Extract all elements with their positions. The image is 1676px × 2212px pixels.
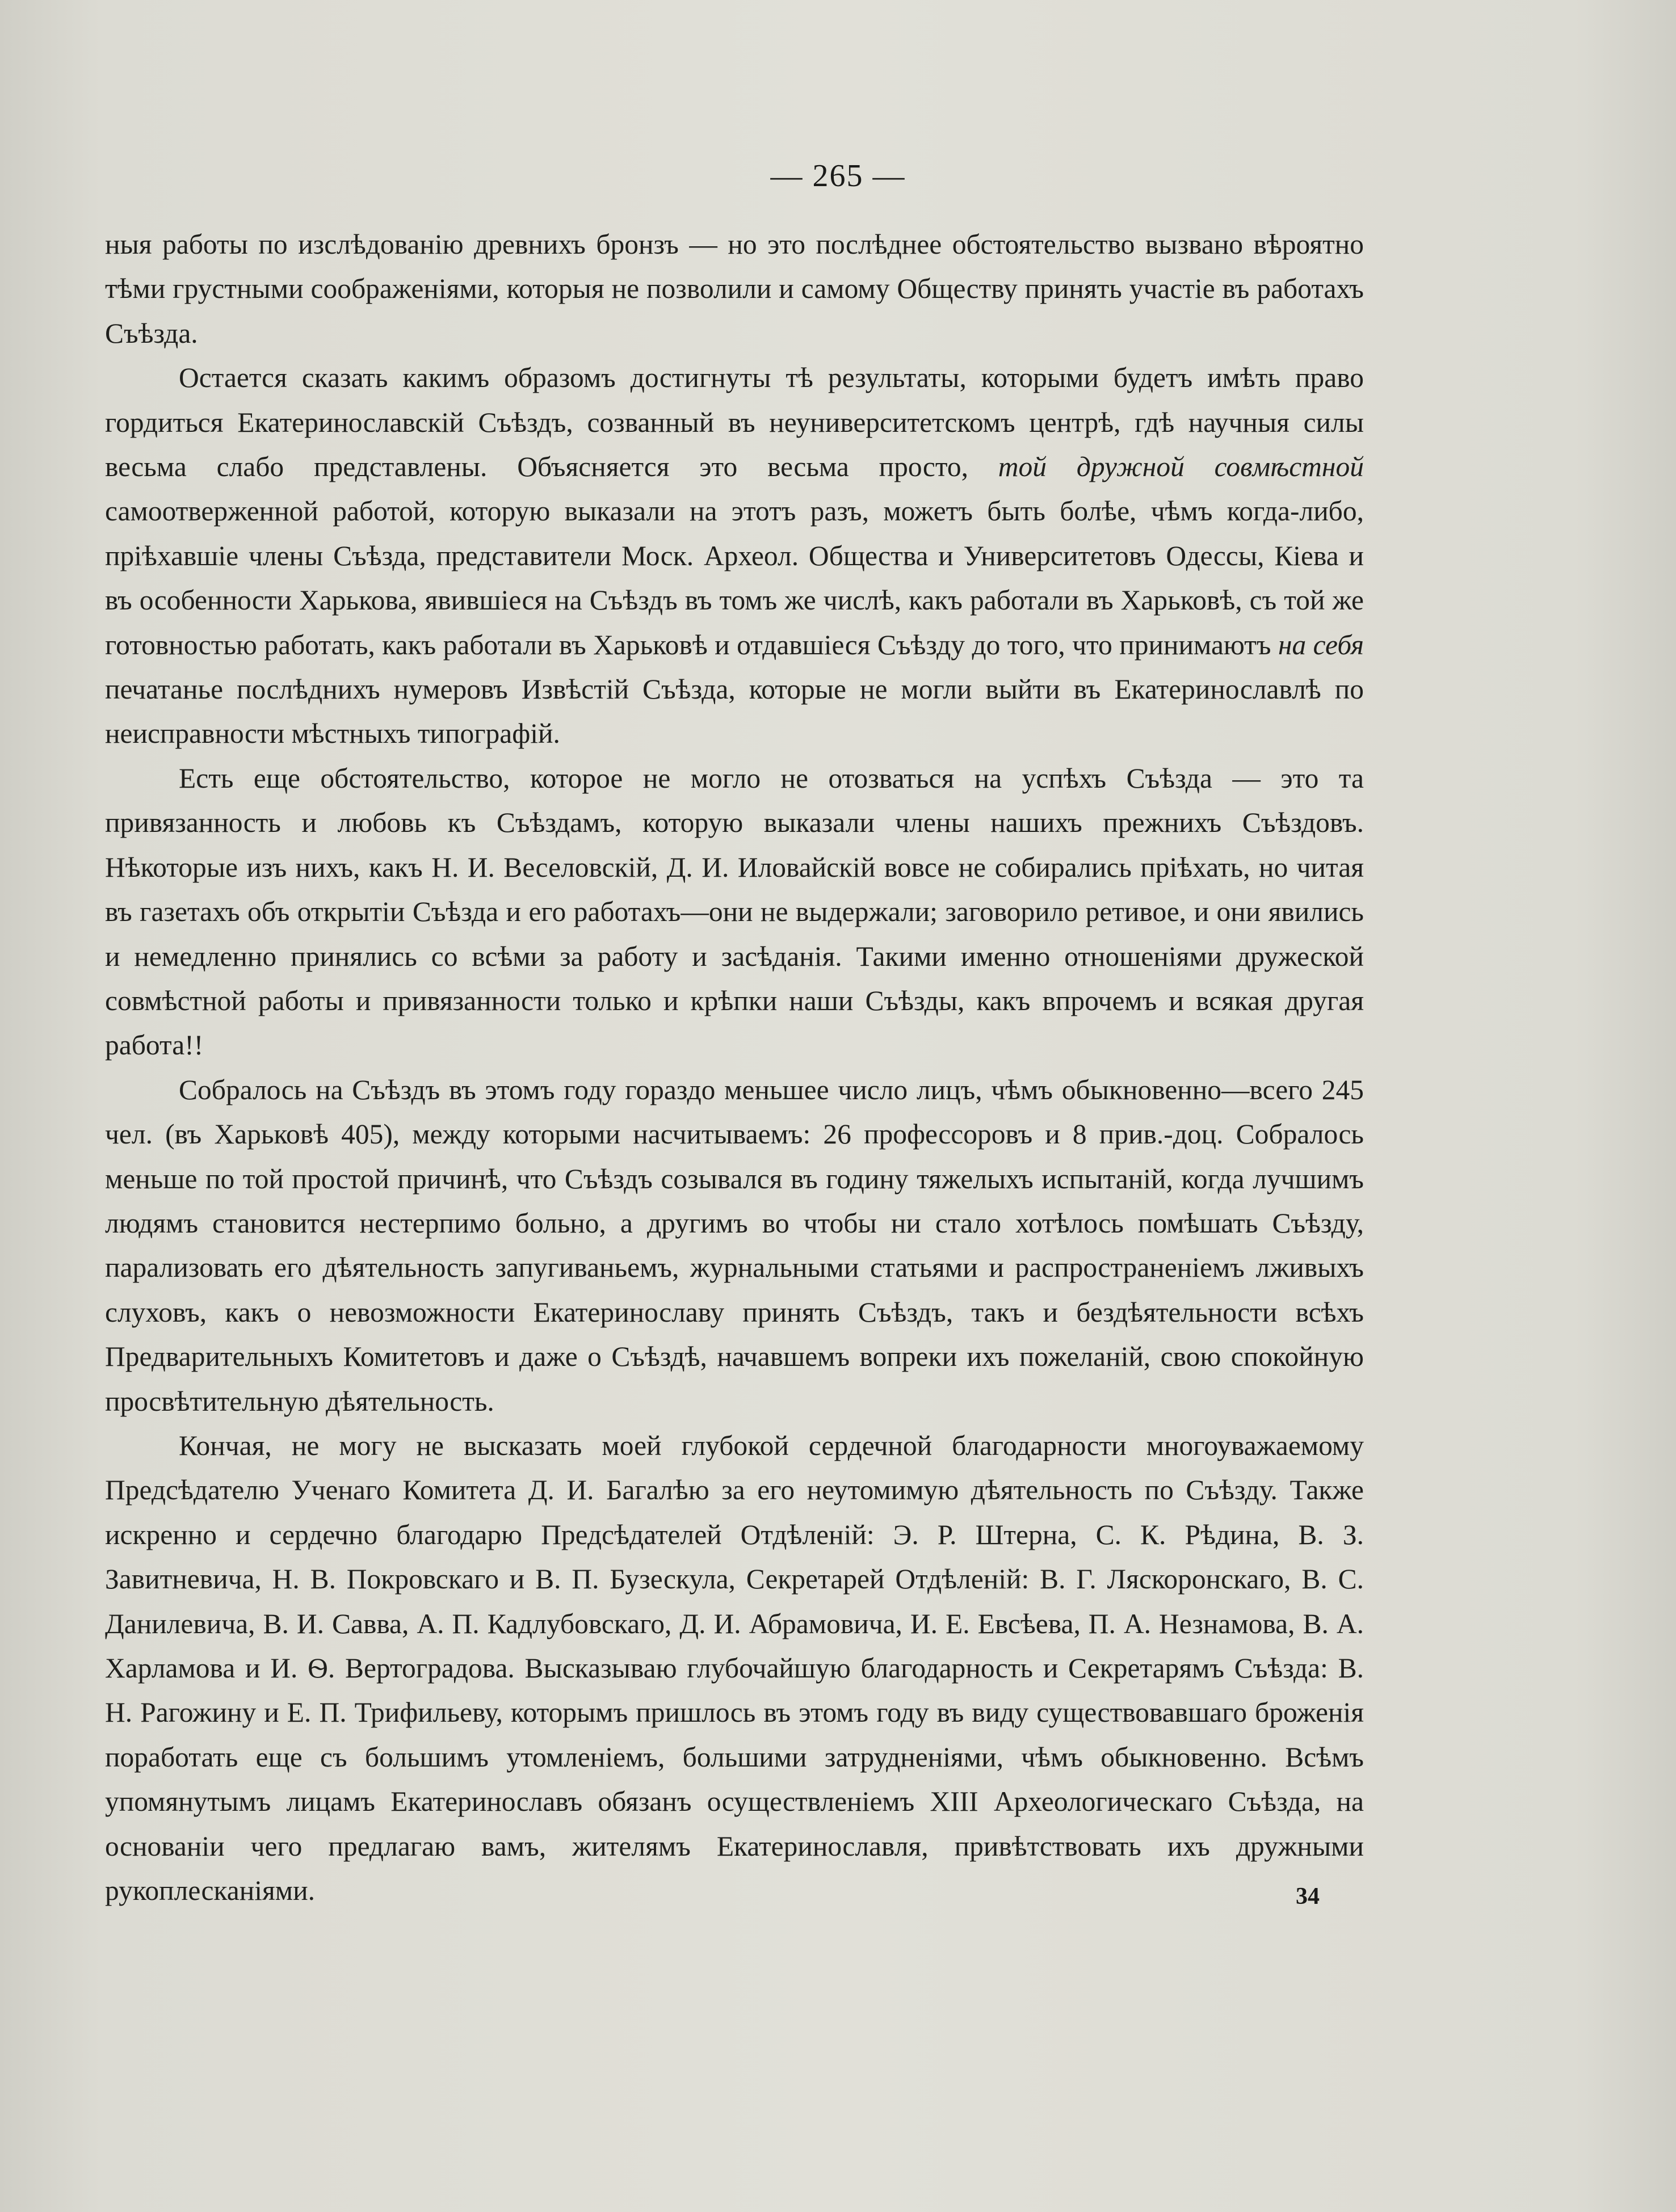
paragraph-2-part-c: печатанье послѣднихъ нумеровъ Извѣстій Съѣзда, которые не могли выйти въ Екатеринославлѣ по неисправности мѣстныхъ типографій. (105, 674, 1364, 750)
paragraph-2-part-a: Остается сказать какимъ образомъ достигнуты тѣ результаты, которыми будетъ имѣть право гордиться Екатеринославскій Съѣздъ, созванный въ неуниверситетскомъ центрѣ, гдѣ научныя силы весьма слабо представлены. Объясняется это весьма просто, (105, 362, 1364, 483)
paragraph-2-emphasis-b: на себя (1278, 629, 1364, 661)
signature-mark: 34 (1296, 1883, 1320, 1910)
paragraph-3: Есть еще обстоятельство, которое не могло не отозваться на успѣхъ Съѣзда — это та привязанность и любовь къ Съѣздамъ, которую выказали члены нашихъ прежнихъ Съѣздовъ. Нѣкоторые изъ нихъ, какъ Н. И. Веселовскій, Д. И. Иловайскій вовсе не собирались пріѣхать, но читая въ газетахъ объ открытіи Съѣзда и его работахъ—они не выдержали; заговорило ретивое, и они явились и немедленно принялись со всѣми за работу и засѣданія. Такими именно отношеніями дружеской совмѣстной работы и привязанности только и крѣпки наши Съѣзды, какъ впрочемъ и всякая другая работа!! (105, 762, 1364, 1061)
page-number: — 265 — (770, 158, 906, 194)
paragraph-5: Кончая, не могу не высказать моей глубокой сердечной благодарности многоуважаемому Предсѣдателю Ученаго Комитета Д. И. Багалѣю за его неутомимую дѣятельность по Съѣзду. Также искренно и сердечно благодарю Предсѣдателей Отдѣленій: Э. Р. Штерна, С. К. Рѣдина, В. З. Завитневича, Н. В. Покровскаго и В. П. Бузескула, Секретарей Отдѣленій: В. Г. Ляскоронскаго, В. С. Данилевича, В. И. Савва, А. П. Кадлубовскаго, Д. И. Абрамовича, И. Е. Евсѣева, П. А. Незнамова, В. А. Харламова и И. Ѳ. Вертоградова. Высказываю глубочайшую благодарность и Секретарямъ Съѣзда: В. Н. Рагожину и Е. П. Трифильеву, которымъ пришлось въ этомъ году въ виду существовавшаго броженія поработать еще съ большимъ утомленіемъ, большими затрудненіями, чѣмъ обыкновенно. Всѣмъ упомянутымъ лицамъ Екатеринославъ обязанъ осуществленіемъ XIII Археологическаго Съѣзда, на основаніи чего предлагаю вамъ, жителямъ Екатеринославля, привѣтствовать ихъ дружными рукоплесканіями. (105, 1429, 1364, 1907)
paragraph-2-emphasis-a: той дружной совмѣстной (998, 451, 1364, 483)
paragraph-4: Собралось на Съѣздъ въ этомъ году гораздо меньшее число лицъ, чѣмъ обыкновенно—всего 245 чел. (въ Харьковѣ 405), между которыми насчитываемъ: 26 профессоровъ и 8 прив.-доц. Собралось меньше по той простой причинѣ, что Съѣздъ созывался въ годину тяжелыхъ испытаній, когда лучшимъ людямъ становится нестерпимо больно, а другимъ во чтобы ни стало хотѣлось помѣшать Съѣзду, парализовать его дѣятельность запугиваньемъ, журнальными статьями и распространеніемъ лживыхъ слуховъ, какъ о невозможности Екатеринославу принять Съѣздъ, такъ и бездѣятельности всѣхъ Предварительныхъ Комитетовъ и даже о Съѣздѣ, начавшемъ вопреки ихъ пожеланій, свою спокойную просвѣтительную дѣятельность. (105, 1074, 1364, 1417)
body-text (105, 222, 1364, 1913)
paragraph-2-part-b: самоотверженной работой, которую выказали на этотъ разъ, можетъ быть болѣе, чѣмъ когда-либо, пріѣхавшіе члены Съѣзда, представители Моск. Археол. Общества и Университетовъ Одессы, Кіева и въ особенности Харькова, явившіеся на Съѣздъ въ томъ же числѣ, какъ работали въ Харьковѣ, съ той же готовностью работать, какъ работали въ Харьковѣ и отдавшіеся Съѣзду до того, что принимаютъ (105, 495, 1364, 661)
paragraph-1: ныя работы по изслѣдованію древнихъ бронзъ — но это послѣднее обстоятельство вызвано вѣроятно тѣми грустными соображеніями, которыя не позволили и самому Обществу принять участіе въ работахъ Съѣзда. (105, 229, 1364, 349)
paragraph-2 (105, 356, 1364, 756)
